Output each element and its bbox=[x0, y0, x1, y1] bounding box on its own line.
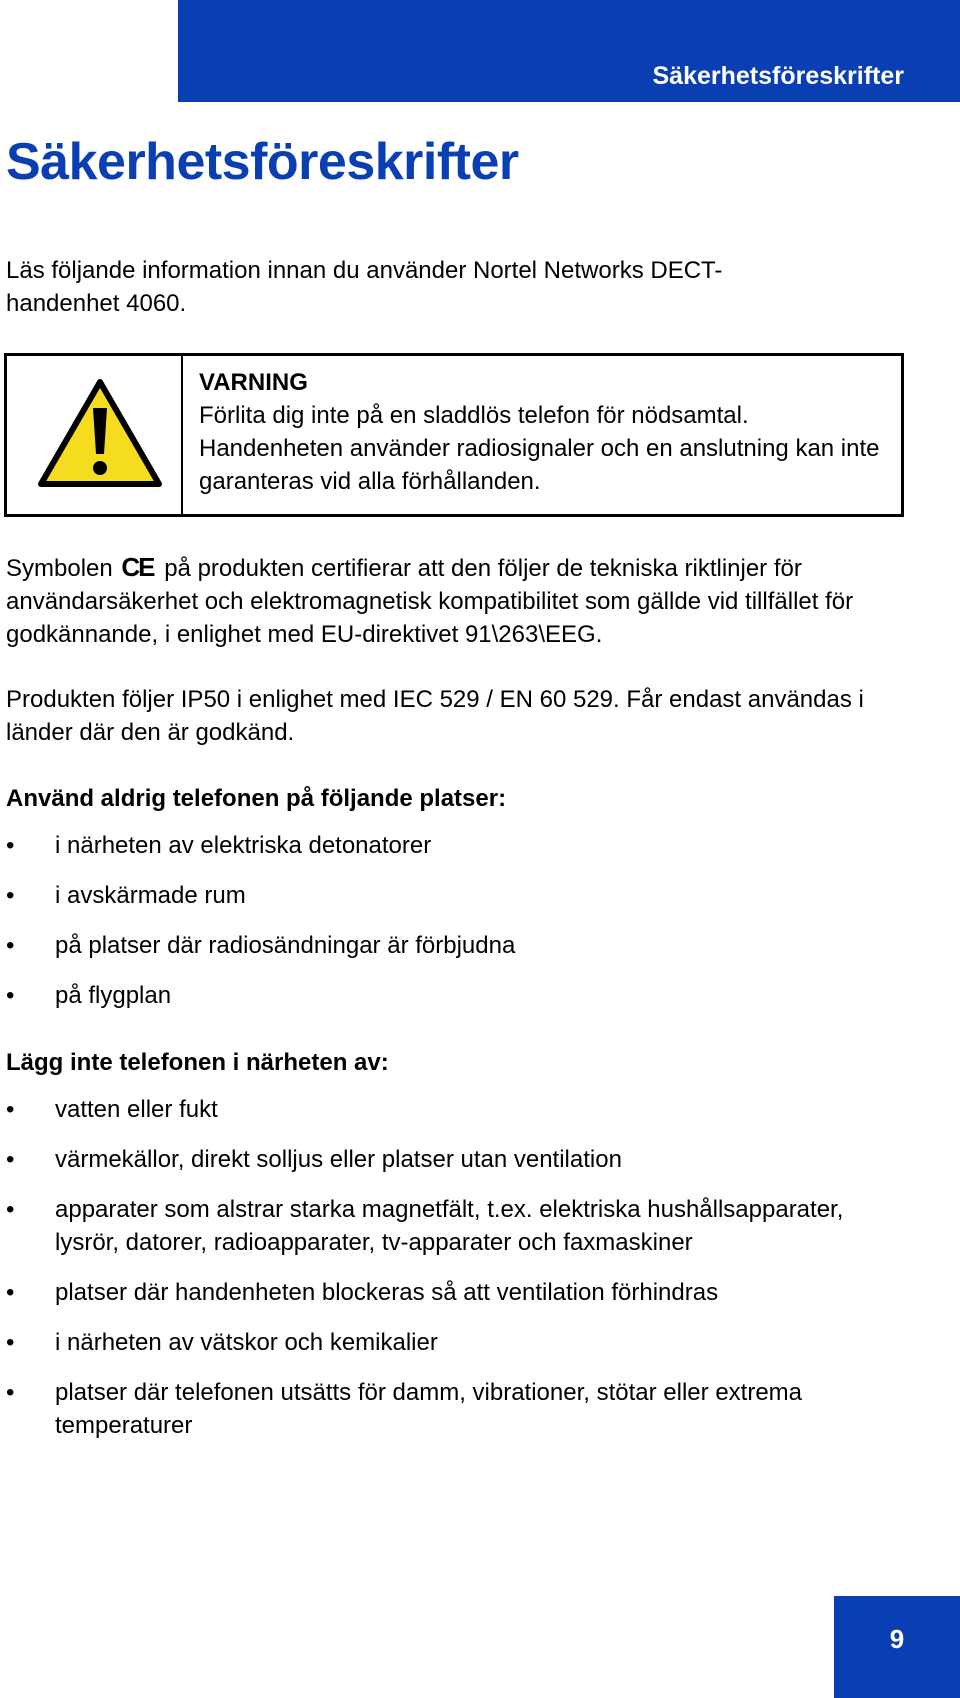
warning-triangle-icon bbox=[35, 376, 165, 496]
bullet-icon: • bbox=[6, 982, 15, 1009]
ce-paragraph bbox=[6, 551, 936, 651]
section1-list bbox=[0, 829, 900, 1012]
bullet-icon: • bbox=[6, 1096, 15, 1123]
list-item-text: värmekällor, direkt solljus eller platser utan ventilation bbox=[55, 1146, 622, 1173]
list-item bbox=[0, 1143, 900, 1176]
list-item-text: vatten eller fukt bbox=[55, 1096, 218, 1123]
bullet-icon: • bbox=[6, 832, 15, 859]
page-title: Säkerhetsföreskrifter bbox=[6, 133, 519, 191]
list-item-text: platser där telefonen utsätts för damm, vibrationer, stötar eller extrema temperaturer bbox=[55, 1379, 803, 1439]
list-item-text: apparater som alstrar starka magnetfält, t.ex. elektriska hushållsapparater, lysrör, datorer, radioapparater, tv-apparater och faxmaskiner bbox=[55, 1196, 844, 1256]
ce-paragraph-after: på produkten certifierar att den följer de tekniska riktlinjer för användarsäkerhet och elektromagnetisk kompatibilitet som gällde vid tillfället för godkännande, i enlighet med EU-direktivet 91\263\EEG. bbox=[6, 555, 854, 648]
list-item-text: på flygplan bbox=[55, 982, 172, 1009]
list-item-text: i avskärmade rum bbox=[55, 882, 246, 909]
bullet-icon: • bbox=[6, 1329, 15, 1356]
section2-heading: Lägg inte telefonen i närheten av: bbox=[6, 1049, 389, 1076]
section2-list bbox=[0, 1093, 900, 1442]
intro-paragraph: Läs följande information innan du använder Nortel Networks DECT-handenhet 4060. bbox=[6, 257, 723, 317]
warning-box bbox=[4, 353, 904, 517]
bullet-icon: • bbox=[6, 1196, 15, 1223]
bullet-icon: • bbox=[6, 882, 15, 909]
bullet-icon: • bbox=[6, 1279, 15, 1306]
list-item-text: platser där handenheten blockeras så att ventilation förhindras bbox=[55, 1279, 719, 1306]
list-item-text: i närheten av elektriska detonatorer bbox=[55, 832, 432, 859]
page-number-box bbox=[834, 1596, 960, 1698]
list-item bbox=[0, 1376, 900, 1442]
warning-text-block bbox=[199, 366, 899, 498]
list-item bbox=[0, 829, 900, 862]
warning-text: Förlita dig inte på en sladdlös telefon för nödsamtal. Handenheten använder radiosignaler och en anslutning kan inte garanteras vid alla förhållanden. bbox=[199, 402, 880, 495]
warning-heading: VARNING bbox=[199, 369, 308, 396]
section1-heading: Använd aldrig telefonen på följande platser: bbox=[6, 785, 507, 812]
list-item bbox=[0, 929, 900, 962]
list-item bbox=[0, 879, 900, 912]
ce-paragraph-before: Symbolen bbox=[6, 555, 113, 582]
warning-divider bbox=[181, 356, 183, 514]
header-title: Säkerhetsföreskrifter bbox=[652, 62, 904, 90]
list-item bbox=[0, 1093, 900, 1126]
bullet-icon: • bbox=[6, 1146, 15, 1173]
bullet-icon: • bbox=[6, 1379, 15, 1406]
list-item bbox=[0, 979, 900, 1012]
list-item-text: på platser där radiosändningar är förbjudna bbox=[55, 932, 516, 959]
list-item bbox=[0, 1276, 900, 1309]
bullet-icon: • bbox=[6, 932, 15, 959]
list-item bbox=[0, 1193, 900, 1259]
ip-paragraph: Produkten följer IP50 i enlighet med IEC 529 / EN 60 529. Får endast användas i länder där den är godkänd. bbox=[6, 686, 864, 746]
header-bar bbox=[178, 0, 960, 102]
list-item-text: i närheten av vätskor och kemikalier bbox=[55, 1329, 438, 1356]
ce-mark-icon: CE bbox=[121, 552, 154, 582]
page-number: 9 bbox=[889, 1624, 905, 1654]
list-item bbox=[0, 1326, 900, 1359]
